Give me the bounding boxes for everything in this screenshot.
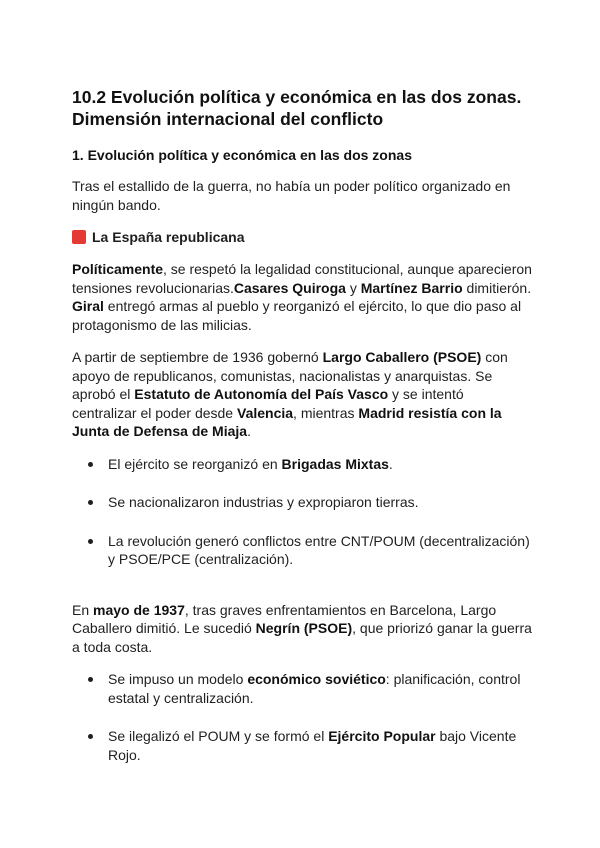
list-item [72,532,532,569]
body-text: En [72,601,94,618]
paragraph-politicamente [72,260,532,334]
body-text: entregó armas al pueblo y reorganizó el ejército, lo que dio paso al protagonismo de las milicias. [72,298,522,333]
intro-paragraph: Tras el estallido de la guerra, no había un poder político organizado en ningún bando. [72,178,511,213]
body-text: El ejército se reorganizó en [108,455,282,472]
body-text: , tras graves enfrentamientos en Barcelona, Largo Caballero dimitió. Le sucedió [72,601,497,636]
bullet-dot-icon [88,500,93,505]
bold-text: Políticamente [72,261,164,277]
page-title: 10.2 Evolución política y económica en las dos zonas. Dimensión internacional del conflicto [72,87,522,129]
body-text: con apoyo de republicanos, comunistas, nacionalistas y anarquistas. Se aprobó el [72,349,508,402]
body-text: dimitierón. [462,279,532,296]
bold-text: Ejército Popular [328,728,436,744]
bold-text: Martínez Barrio [360,279,463,296]
bullet-list-negrin [72,670,532,764]
bullet-dot-icon [88,734,93,739]
bold-text: Giral [72,298,104,314]
red-square-icon [72,230,86,244]
bold-text: mayo de 1937 [93,601,185,618]
section-subheading: 1. Evolución política y económica en las dos zonas [72,147,412,163]
body-text: , mientras [293,404,359,421]
body-text: y [345,279,361,296]
body-text: La revolución generó conflictos entre CNT/POUM (decentralización) y PSOE/PCE (centralización). [108,532,530,567]
body-text: Se nacionalizaron industrias y expropiaron tierras. [108,494,419,510]
body-text: . [388,455,393,472]
list-item [72,727,532,764]
body-text: . [247,423,251,439]
bold-text: Brigadas Mixtas [281,455,389,472]
paragraph-largo-caballero [72,348,532,441]
bold-text: económico soviético [247,671,386,687]
bold-text: Largo Caballero (PSOE) [322,349,482,365]
paragraph-mayo-1937 [72,601,532,657]
body-text: Se ilegalizó el POUM y se formó el [108,728,329,744]
document-page [72,86,532,778]
body-text: Se impuso un modelo [108,671,248,687]
bullet-dot-icon [88,539,93,544]
body-text: , se respetó la legalidad constitucional, aunque aparecieron tensiones revolucionarias. [72,261,532,296]
bold-text: Madrid resistía con la Junta de Defensa de Miaja [72,404,502,439]
republican-section-heading [72,228,532,246]
bullet-dot-icon [88,462,93,467]
bold-text: Casares Quiroga [233,279,346,296]
bold-text: Valencia [237,404,294,421]
body-text: y se intentó centralizar el poder desde [72,386,464,421]
bullet-dot-icon [88,677,93,682]
body-text: : planificación, control estatal y centralización. [108,671,521,706]
spacer [72,589,532,601]
bold-text: Estatuto de Autonomía del País Vasco [134,386,389,402]
bullet-list-reforms [72,455,532,569]
list-item [72,455,532,474]
section-heading-label: La España republicana [92,229,245,245]
body-text: bajo Vicente Rojo. [108,728,517,763]
list-item [72,670,532,707]
bold-text: Negrín (PSOE) [255,620,353,636]
body-text: , que priorizó ganar la guerra a toda costa. [72,620,532,655]
list-item [72,493,532,512]
body-text: A partir de septiembre de 1936 gobernó [72,349,323,365]
